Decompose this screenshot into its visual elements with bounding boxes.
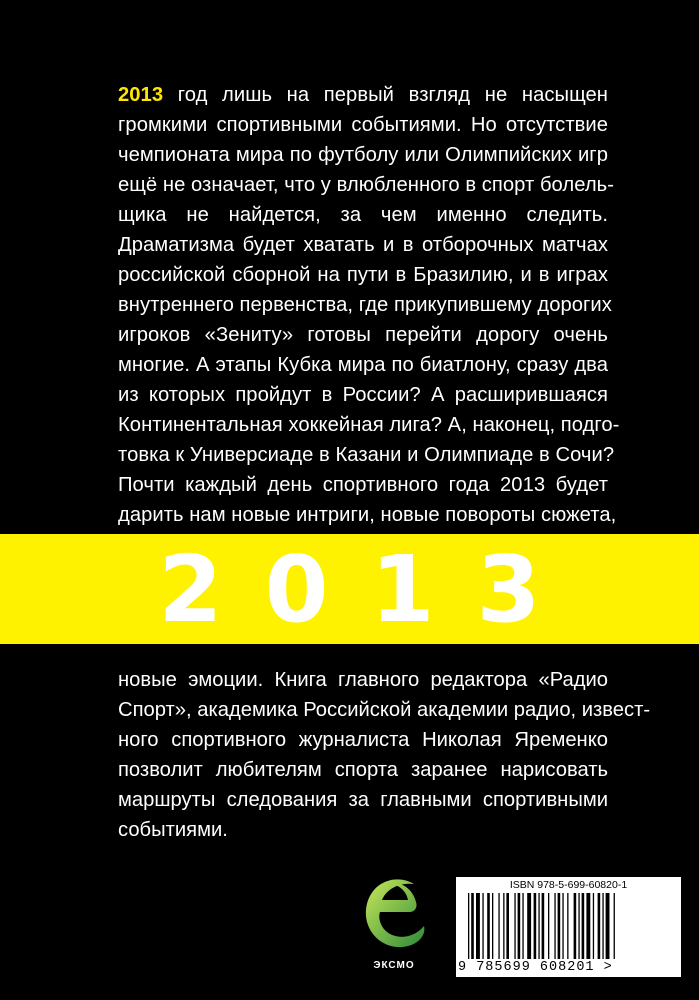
bottom-line-5: маршруты следования за главными спортивными xyxy=(118,789,608,811)
bottom-line-6: событиями. xyxy=(118,819,228,841)
bottom-line-2: Спорт», академика Российской академии радио, извест- xyxy=(118,699,651,721)
barcode-box xyxy=(456,877,681,977)
top-line-3: чемпионата мира по футболу или Олимпийских игр xyxy=(118,144,608,166)
top-line-8: внутреннего первенства, где прикупившему дорогих xyxy=(118,294,612,316)
top-paragraph xyxy=(118,80,620,530)
top-line-1: 2013 год лишь на первый взгляд не насыщен xyxy=(118,84,608,106)
top-line-4: ещё не означает, что у влюбленного в спорт болель- xyxy=(118,174,614,196)
isbn-label: ISBN 978-5-699-60820-1 xyxy=(509,879,628,891)
top-line-13: товка к Универсиаде в Казани и Олимпиаде в Сочи? xyxy=(118,444,615,466)
barcode-digits: 9 785699 608201 > xyxy=(458,960,613,975)
top-line-6: Драматизма будет хватать и в отборочных матчах xyxy=(118,234,608,256)
band-title: 2013 xyxy=(158,535,583,643)
top-line-12: Континентальная хоккейная лига? А, наконец, подго- xyxy=(118,414,620,436)
top-line-7: российской сборной на пути в Бразилию, и в играх xyxy=(118,264,608,286)
eksmo-label: ЭКСМО xyxy=(373,960,415,971)
bottom-line-4: позволит любителям спорта заранее нарисовать xyxy=(118,759,608,781)
barcode-bars-icon xyxy=(468,893,668,959)
bottom-line-3: ного спортивного журналиста Николая Яременко xyxy=(118,729,608,751)
bottom-line-1: новые эмоции. Книга главного редактора «Радио xyxy=(118,669,608,691)
top-line-5: щика не найдется, за чем именно следить. xyxy=(118,204,608,226)
top-line-2: громкими спортивными событиями. Но отсутствие xyxy=(118,114,608,136)
top-line-10: многие. А этапы Кубка мира по биатлону, сразу два xyxy=(118,354,608,376)
top-line-14: Почти каждый день спортивного года 2013 будет xyxy=(118,474,608,496)
bottom-paragraph xyxy=(118,665,651,845)
top-line-11: из которых пройдут в России? А расширившаяся xyxy=(118,384,608,406)
top-line-15: дарить нам новые интриги, новые повороты сюжета, xyxy=(118,504,617,526)
lead-year: 2013 xyxy=(118,84,164,106)
top-line-9: игроков «Зениту» готовы перейти дорогу очень xyxy=(118,324,608,346)
